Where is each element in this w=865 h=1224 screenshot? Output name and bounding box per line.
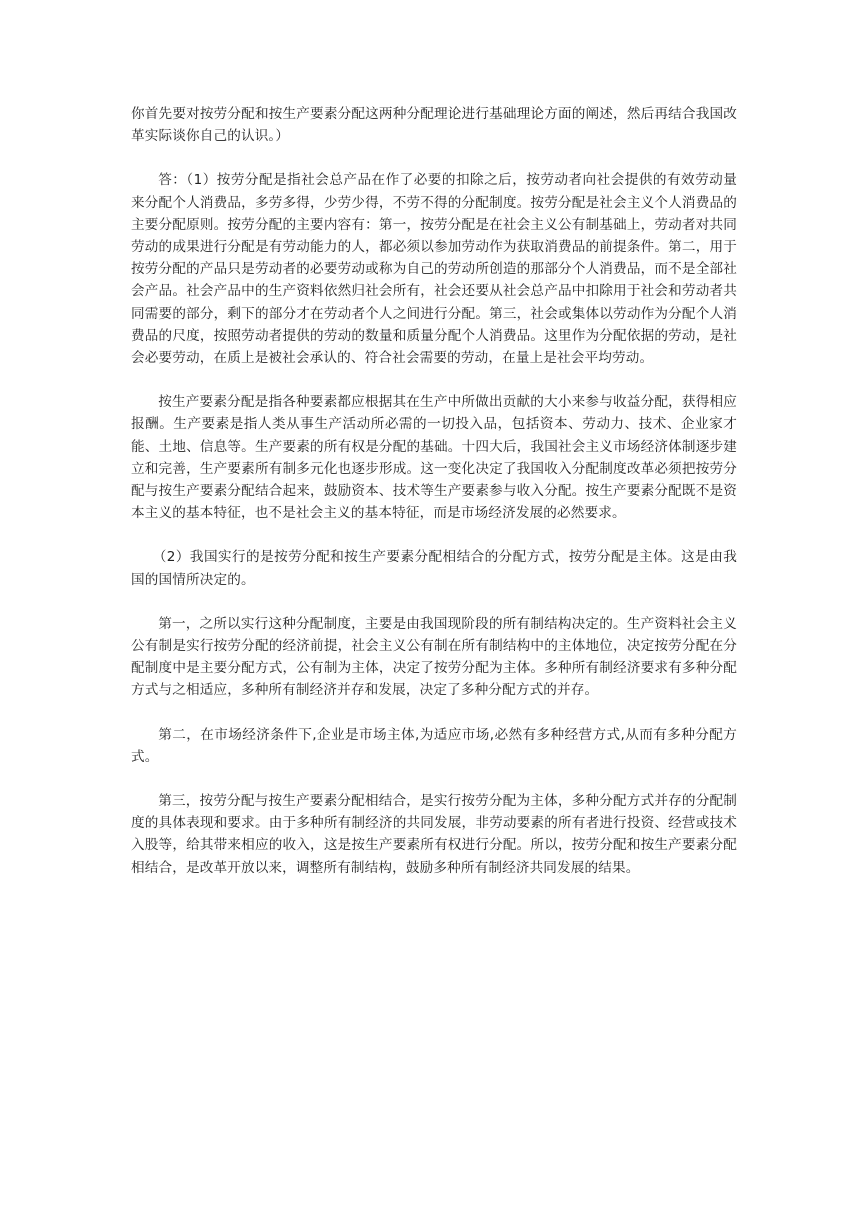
answer-paragraph-3: （2）我国实行的是按劳分配和按生产要素分配相结合的分配方式，按劳分配是主体。这是由我国的国情所决定的。 <box>131 549 737 588</box>
answer-paragraph-1: 答：（1）按劳分配是指社会总产品在作了必要的扣除之后，按劳动者向社会提供的有效劳动量来分配个人消费品，多劳多得，少劳少得，不劳不得的分配制度。按劳分配是社会主义个人消费品的主要分配原则。按劳分配的主要内容有：第一，按劳分配是在社会主义公有制基础上，劳动者对共同劳动的成果进行分配是有劳动能力的人，都必须以参加劳动作为获取消费品的前提条件。第二，用于按劳分配的产品只是劳动者的必要劳动或称为自己的劳动所创造的那部分个人消费品，而不是全部社会产品。社会产品中的生产资料依然归社会所有，社会还要从社会总产品中扣除用于社会和劳动者共同需要的部分，剩下的部分才在劳动者个人之间进行分配。第三，社会或集体以劳动作为分配个人消费品的尺度，按照劳动者提供的劳动的数量和质量分配个人消费品。这里作为分配依据的劳动，是社会必要劳动，在质上是被社会承认的、符合社会需要的劳动，在量上是社会平均劳动。 <box>131 172 737 367</box>
paragraph-gap <box>131 768 737 790</box>
paragraph-gap <box>131 524 737 546</box>
document-body <box>131 103 737 879</box>
answer-paragraph-6: 第三，按劳分配与按生产要素分配相结合，是实行按劳分配为主体，多种分配方式并存的分配制度的具体表现和要求。由于多种所有制经济的共同发展，非劳动要素的所有者进行投资、经营或技术入股等，给其带来相应的收入，这是按生产要素所有权进行分配。所以，按劳分配和按生产要素分配相结合，是改革开放以来，调整所有制结构，鼓励多种所有制经济共同发展的结果。 <box>131 793 737 876</box>
paragraph-gap <box>131 702 737 724</box>
answer-paragraph-5: 第二，在市场经济条件下,企业是市场主体,为适应市场,必然有多种经营方式,从而有多种分配方式。 <box>131 726 737 765</box>
question-intro-paragraph: 你首先要对按劳分配和按生产要素分配这两种分配理论进行基础理论方面的阐述，然后再结合我国改革实际谈你自己的认识。） <box>131 106 737 145</box>
answer-paragraph-4: 第一，之所以实行这种分配制度，主要是由我国现阶段的所有制结构决定的。生产资料社会主义公有制是实行按劳分配的经济前提，社会主义公有制在所有制结构中的主体地位，决定按劳分配在分配制度中是主要分配方式，公有制为主体，决定了按劳分配为主体。多种所有制经济要求有多种分配方式与之相适应，多种所有制经济并存和发展，决定了多种分配方式的并存。 <box>131 615 737 699</box>
paragraph-gap <box>131 147 737 169</box>
answer-paragraph-2: 按生产要素分配是指各种要素都应根据其在生产中所做出贡献的大小来参与收益分配，获得相应报酬。生产要素是指人类从事生产活动所必需的一切投入品，包括资本、劳动力、技术、企业家才能、土地、信息等。生产要素的所有权是分配的基础。十四大后，我国社会主义市场经济体制逐步建立和完善，生产要素所有制多元化也逐步形成。这一变化决定了我国收入分配制度改革必须把按劳分配与按生产要素分配结合起来，鼓励资本、技术等生产要素参与收入分配。按生产要素分配既不是资本主义的基本特征，也不是社会主义的基本特征，而是市场经济发展的必然要求。 <box>131 394 737 522</box>
paragraph-gap <box>131 369 737 391</box>
paragraph-gap <box>131 591 737 613</box>
